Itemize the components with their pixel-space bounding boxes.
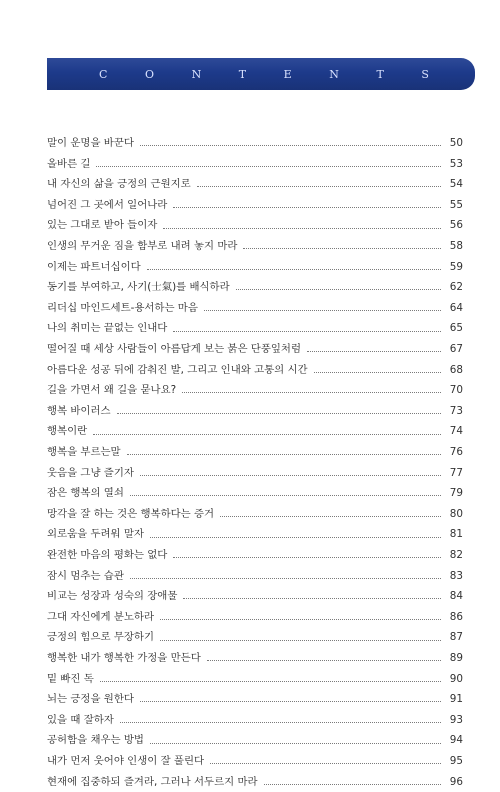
toc-entry-title: 행복한 내가 행복한 가정을 만든다 [47,651,201,664]
contents-letter: T [376,67,384,81]
contents-letter: N [329,67,339,81]
toc-entry-title: 있을 때 잘하자 [47,713,114,726]
dot-leader [140,700,441,702]
toc-entry-title: 완전한 마음의 평화는 없다 [47,548,168,561]
toc-entry[interactable] [47,236,463,257]
toc-entry-page: 54 [449,178,463,191]
toc-entry-page: 59 [449,260,463,273]
dot-leader [96,165,441,167]
toc-entry[interactable] [47,277,463,298]
toc-entry-title: 공허함을 채우는 방법 [47,734,144,747]
toc-entry-page: 89 [449,651,463,664]
toc-entry-title: 넘어진 그 곳에서 일어나라 [47,198,168,211]
toc-entry[interactable] [47,648,463,669]
toc-entry[interactable] [47,380,463,401]
dot-leader [204,309,441,311]
toc-entry-page: 94 [449,734,463,747]
toc-entry[interactable] [47,463,463,484]
dot-leader [127,453,441,455]
dot-leader [160,639,441,641]
toc-entry-page: 74 [449,425,463,438]
toc-entry[interactable] [47,298,463,319]
dot-leader [220,515,441,517]
dot-leader [147,268,441,270]
toc-entry-page: 86 [449,610,463,623]
toc-entry-title: 그대 자신에게 분노하라 [47,610,154,623]
toc-entry-title: 인생의 무거운 짐을 함부로 내려 놓지 마라 [47,240,238,253]
toc-entry[interactable] [47,545,463,566]
toc-entry-page: 77 [449,466,463,479]
toc-entry[interactable] [47,565,463,586]
toc-entry-page: 84 [449,590,463,603]
dot-leader [173,206,441,208]
toc-entry-page: 80 [449,507,463,520]
dot-leader [140,144,441,146]
toc-entry[interactable] [47,257,463,278]
contents-letter: S [421,67,429,81]
toc-entry[interactable] [47,133,463,154]
toc-entry-page: 67 [449,343,463,356]
toc-entry[interactable] [47,195,463,216]
toc-entry[interactable] [47,421,463,442]
dot-leader [140,474,441,476]
dot-leader [243,247,441,249]
toc-entry[interactable] [47,524,463,545]
dot-leader [120,721,441,723]
toc-entry-title: 떨어질 때 세상 사람들이 아름답게 보는 붉은 단풍잎처럼 [47,343,301,356]
toc-entry-title: 있는 그대로 받아 들이자 [47,219,158,232]
toc-entry[interactable] [47,668,463,689]
toc-entry-title: 말이 운명을 바꾼다 [47,137,134,150]
dot-leader [163,227,441,229]
toc-entry-page: 53 [449,157,463,170]
table-of-contents [47,133,463,792]
toc-entry[interactable] [47,751,463,772]
contents-heading [99,58,429,90]
toc-entry-page: 62 [449,281,463,294]
toc-entry-page: 96 [449,775,463,788]
toc-entry[interactable] [47,607,463,628]
dot-leader [173,556,441,558]
dot-leader [173,330,441,332]
dot-leader [314,371,441,373]
dot-leader [307,350,441,352]
toc-entry-page: 95 [449,754,463,767]
dot-leader [100,680,441,682]
toc-entry-title: 내가 먼저 웃어야 인생이 잘 풀린다 [47,754,205,767]
toc-entry-page: 83 [449,569,463,582]
toc-entry-title: 비교는 성장과 성숙의 장애물 [47,590,178,603]
toc-entry-title: 행복을 부르는말 [47,446,121,458]
toc-entry-page: 93 [449,713,463,726]
toc-entry-page: 58 [449,240,463,253]
toc-entry-title: 뇌는 긍정을 원한다 [47,693,134,706]
toc-entry[interactable] [47,318,463,339]
toc-entry-title: 망각을 잘 하는 것은 행복하다는 증거 [47,507,215,520]
toc-entry-page: 70 [449,384,463,397]
toc-entry[interactable] [47,730,463,751]
dot-leader [197,185,441,187]
toc-entry[interactable] [47,689,463,710]
toc-entry-page: 82 [449,548,463,561]
dot-leader [210,762,441,764]
toc-entry-title: 잠시 멈추는 습관 [47,569,124,582]
dot-leader [160,618,441,620]
dot-leader [130,494,441,496]
toc-entry-page: 87 [449,631,463,644]
toc-entry-page: 79 [449,487,463,500]
toc-entry-title: 행복이란 [47,425,88,438]
toc-entry-title: 행복 바이러스 [47,404,111,417]
toc-entry-page: 56 [449,219,463,232]
toc-entry[interactable] [47,710,463,731]
toc-entry-page: 64 [449,301,463,314]
toc-entry-title: 올바른 길 [47,157,91,170]
toc-entry-title: 리더십 마인드세트-용서하는 마음 [47,301,198,314]
toc-entry-page: 81 [449,528,463,541]
toc-entry[interactable] [47,154,463,175]
toc-entry-title: 현재에 집중하되 즐겨라, 그러나 서두르지 마라 [47,775,258,788]
dot-leader [236,288,441,290]
dot-leader [130,577,441,579]
toc-entry[interactable] [47,215,463,236]
toc-entry-title: 밑 빠진 독 [47,672,94,685]
toc-entry-page: 65 [449,322,463,335]
contents-letter: E [283,67,292,81]
toc-entry[interactable] [47,401,463,422]
dot-leader [150,742,441,744]
toc-entry-title: 길을 가면서 왜 길을 묻나요? [47,384,177,397]
toc-entry-title: 아름다운 성공 뒤에 감춰진 발, 그리고 인내와 고통의 시간 [47,363,308,376]
contents-letter: T [238,67,247,81]
dot-leader [183,597,441,599]
dot-leader [182,391,441,393]
toc-entry-title: 잠은 행복의 열쇠 [47,487,124,500]
dot-leader [93,433,441,435]
toc-entry[interactable] [47,627,463,648]
toc-entry-page: 90 [449,672,463,685]
toc-entry-title: 웃음을 그냥 즐기자 [47,466,134,479]
toc-entry-page: 50 [449,137,463,150]
toc-entry-title: 나의 취미는 끝없는 인내다 [47,322,168,335]
toc-entry-title: 내 자신의 삶을 긍정의 근원지로 [47,178,191,191]
dot-leader [117,412,441,414]
toc-entry[interactable] [47,442,463,463]
dot-leader [207,659,441,661]
toc-entry-title: 이제는 파트너십이다 [47,260,141,273]
toc-entry-page: 73 [449,404,463,417]
toc-entry[interactable] [47,504,463,525]
contents-letter: C [99,67,108,81]
toc-entry[interactable] [47,360,463,381]
toc-entry-page: 55 [449,198,463,211]
contents-letter: N [191,67,202,81]
toc-entry[interactable] [47,771,463,792]
toc-entry[interactable] [47,586,463,607]
toc-entry-page: 68 [449,363,463,376]
toc-entry-title: 외로움을 두려워 말자 [47,528,144,541]
toc-entry[interactable] [47,339,463,360]
dot-leader [264,783,441,785]
toc-entry-page: 91 [449,693,463,706]
toc-entry[interactable] [47,174,463,195]
contents-letter: O [144,67,155,81]
dot-leader [150,536,441,538]
toc-entry-title: 긍정의 힘으로 무장하기 [47,631,154,644]
toc-entry-page: 76 [449,446,463,458]
toc-entry-title: 동기를 부여하고, 사기(士氣)를 배식하라 [47,281,230,294]
toc-entry[interactable] [47,483,463,504]
contents-banner [47,58,475,90]
